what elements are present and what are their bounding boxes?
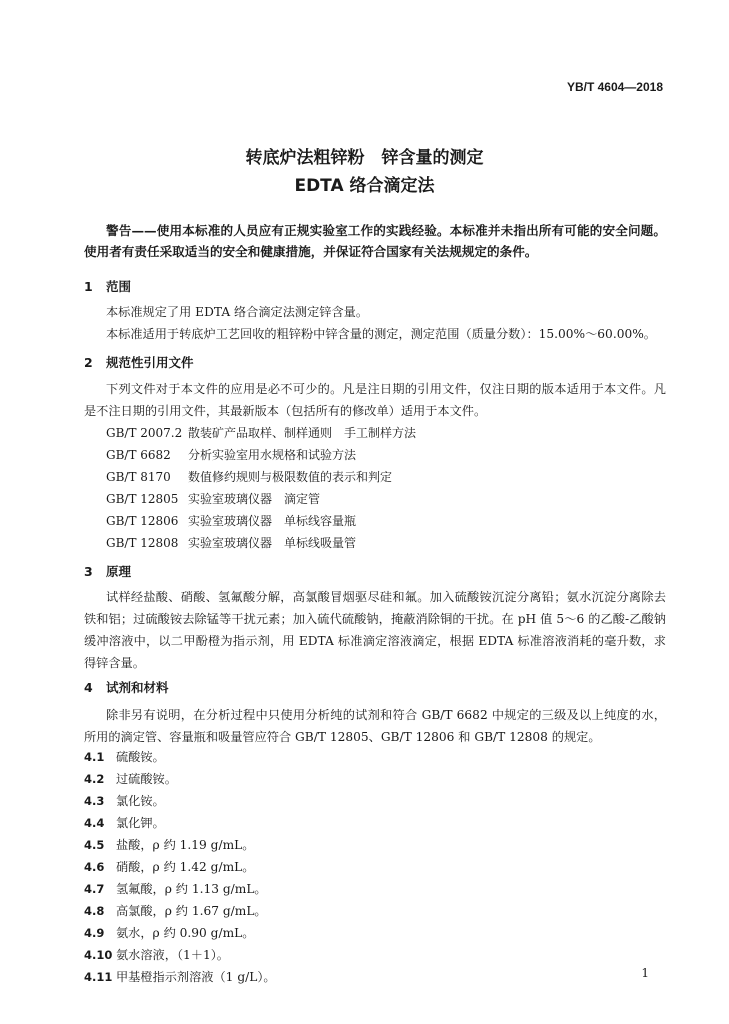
reagent-number: 4.5: [84, 838, 105, 852]
reagent-number: 4.2: [84, 772, 105, 786]
reference-code: GB/T 12808: [106, 536, 179, 550]
reagent-item: [84, 946, 229, 963]
reagent-text: 氨水溶液，（1＋1）。: [116, 948, 229, 962]
reagent-item: [84, 902, 267, 919]
reagent-number: 4.7: [84, 882, 105, 896]
reagent-item: [84, 814, 165, 831]
section-title: 范围: [106, 279, 132, 294]
reference-item: [106, 512, 356, 529]
reference-title: 分析实验室用水规格和试验方法: [188, 448, 357, 462]
reagent-number: 4.10: [84, 948, 113, 962]
section-heading-4: [84, 678, 169, 696]
reagent-item: [84, 968, 276, 985]
reagent-item: [84, 924, 254, 941]
document-title: 转底炉法粗锌粉 锌含量的测定: [245, 148, 484, 168]
section-heading-2: [84, 353, 194, 371]
reagent-item: [84, 858, 254, 875]
reagents-intro: 除非另有说明，在分析过程中只使用分析纯的试剂和符合 GB/T 6682 中规定的三级及以上纯度的水，所用的滴定管、容量瓶和吸量管应符合 GB/T 12805、GB/T 12806 和 GB/T 12808 的规定。: [84, 708, 666, 744]
reagent-text: 高氯酸，ρ 约 1.67 g/mL。: [116, 904, 267, 918]
scope-paragraph-2: 本标准适用于转底炉工艺回收的粗锌粉中锌含量的测定，测定范围（质量分数）：15.00%～60.00%。: [106, 327, 656, 341]
reagent-item: [84, 770, 177, 787]
reagent-number: 4.1: [84, 750, 105, 764]
reagent-item: [84, 792, 165, 809]
reagent-text: 氢氟酸，ρ 约 1.13 g/mL。: [116, 882, 267, 896]
reagent-item: [84, 880, 267, 897]
scope-paragraph-1: 本标准规定了用 EDTA 络合滴定法测定锌含量。: [106, 305, 369, 319]
reagent-number: 4.9: [84, 926, 105, 940]
section-heading-3: [84, 562, 131, 580]
reagent-item: [84, 748, 165, 765]
reference-title: 实验室玻璃仪器 单标线容量瓶: [188, 514, 357, 528]
reference-item: [106, 534, 356, 551]
reagent-text: 甲基橙指示剂溶液（1 g/L）。: [116, 970, 276, 984]
section-number: 1: [84, 279, 93, 294]
reagent-text: 过硫酸铵。: [116, 772, 177, 786]
reagent-text: 氯化钾。: [116, 816, 165, 830]
reference-code: GB/T 12805: [106, 492, 179, 506]
reagent-text: 盐酸，ρ 约 1.19 g/mL。: [116, 838, 255, 852]
reference-item: [106, 490, 320, 507]
section-title: 试剂和材料: [106, 680, 169, 695]
reagent-text: 氨水，ρ 约 0.90 g/mL。: [116, 926, 255, 940]
reference-title: 实验室玻璃仪器 滴定管: [188, 492, 321, 506]
reference-code: GB/T 2007.2: [106, 426, 183, 440]
section-title: 原理: [106, 564, 132, 579]
principle-paragraph: 试样经盐酸、硝酸、氢氟酸分解，高氯酸冒烟驱尽硅和氟。加入硫酸铵沉淀分离铅；氨水沉淀分离除去铁和铝；过硫酸铵去除锰等干扰元素；加入硫代硫酸钠，掩蔽消除铜的干扰。在 pH 值 5～6 的乙酸-乙酸钠缓冲溶液中，以二甲酚橙为指示剂，用 EDTA 标准滴定溶液滴定，根据 EDTA 标准溶液消耗的毫升数，求得锌含量。: [84, 590, 666, 670]
reagent-number: 4.8: [84, 904, 105, 918]
section-number: 4: [84, 680, 93, 695]
reagent-number: 4.4: [84, 816, 105, 830]
reference-code: GB/T 12806: [106, 514, 179, 528]
reagent-item: [84, 836, 254, 853]
standard-code: YB/T 4604—2018: [566, 80, 663, 94]
document-subtitle: EDTA 络合滴定法: [294, 176, 435, 196]
reagent-number: 4.6: [84, 860, 105, 874]
reference-code: GB/T 8170: [106, 470, 171, 484]
section-title: 规范性引用文件: [106, 355, 194, 370]
reference-item: [106, 424, 416, 441]
reference-title: 数值修约规则与极限数值的表示和判定: [188, 470, 393, 484]
warning-paragraph: 警告——使用本标准的人员应有正规实验室工作的实践经验。本标准并未指出所有可能的安全问题。使用者有责任采取适当的安全和健康措施，并保证符合国家有关法规规定的条件。: [84, 223, 666, 259]
section-heading-1: [84, 277, 131, 295]
reagent-number: 4.11: [84, 970, 113, 984]
reference-title: 散装矿产品取样、制样通则 手工制样方法: [188, 426, 417, 440]
references-intro: 下列文件对于本文件的应用是必不可少的。凡是注日期的引用文件，仅注日期的版本适用于本文件。凡是不注日期的引用文件，其最新版本（包括所有的修改单）适用于本文件。: [84, 382, 666, 418]
reagent-number: 4.3: [84, 794, 105, 808]
reference-code: GB/T 6682: [106, 448, 171, 462]
reference-title: 实验室玻璃仪器 单标线吸量管: [188, 536, 357, 550]
section-number: 2: [84, 355, 93, 370]
reagent-text: 氯化铵。: [116, 794, 165, 808]
section-number: 3: [84, 564, 93, 579]
reference-item: [106, 446, 356, 463]
reference-item: [106, 468, 392, 485]
reagent-text: 硫酸铵。: [116, 750, 165, 764]
page-number: 1: [641, 966, 649, 980]
reagent-text: 硝酸，ρ 约 1.42 g/mL。: [116, 860, 255, 874]
